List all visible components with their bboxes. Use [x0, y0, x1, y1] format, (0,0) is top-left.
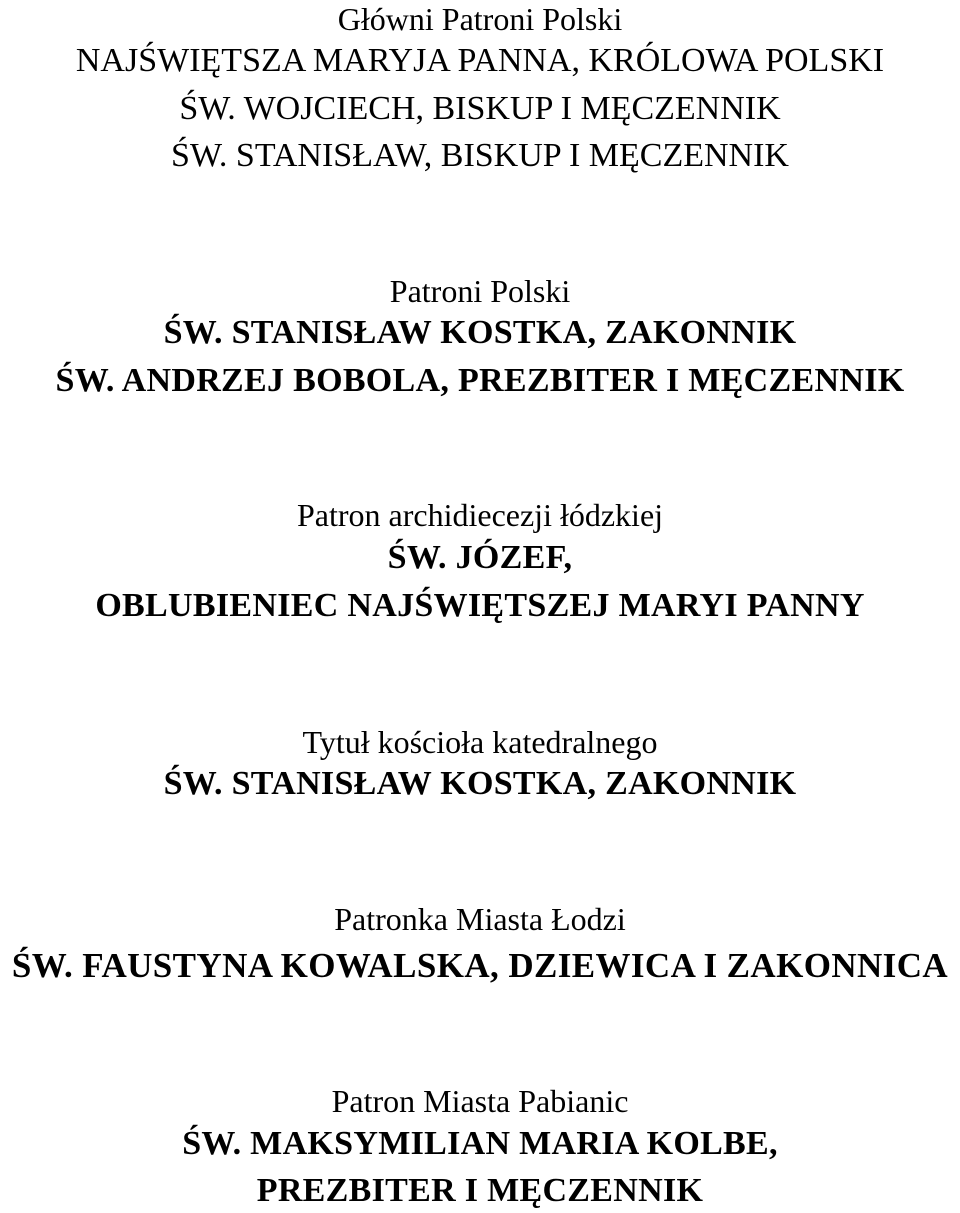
- patron-line: ŚW. ANDRZEJ BOBOLA, PREZBITER I MĘCZENNIK: [55, 362, 905, 399]
- patron-line: ŚW. STANISŁAW KOSTKA, ZAKONNIK: [163, 765, 797, 802]
- section-heading-pabianice-patron: Patron Miasta Pabianic: [331, 1083, 629, 1119]
- patron-line: PREZBITER I MĘCZENNIK: [256, 1172, 704, 1209]
- section-heading-main-patrons: Główni Patroni Polski: [337, 1, 623, 37]
- section-heading-patrons-of-poland: Patroni Polski: [389, 273, 571, 309]
- section-heading-lodz-patroness: Patronka Miasta Łodzi: [334, 901, 626, 937]
- patron-line: ŚW. WOJCIECH, BISKUP I MĘCZENNIK: [179, 90, 781, 127]
- patron-line: NAJŚWIĘTSZA MARYJA PANNA, KRÓLOWA POLSKI: [75, 42, 885, 79]
- patron-line: ŚW. JÓZEF,: [387, 539, 573, 576]
- patron-line: OBLUBIENIEC NAJŚWIĘTSZEJ MARYI PANNY: [95, 587, 865, 624]
- patron-line: ŚW. FAUSTYNA KOWALSKA, DZIEWICA I ZAKONNICA: [11, 946, 949, 985]
- patron-line: ŚW. STANISŁAW KOSTKA, ZAKONNIK: [163, 314, 797, 351]
- patron-line: ŚW. MAKSYMILIAN MARIA KOLBE,: [182, 1125, 778, 1162]
- section-heading-cathedral-title: Tytuł kościoła katedralnego: [302, 724, 658, 760]
- section-heading-archdiocese-patron: Patron archidiecezji łódzkiej: [296, 497, 664, 533]
- patron-line: ŚW. STANISŁAW, BISKUP I MĘCZENNIK: [171, 137, 789, 174]
